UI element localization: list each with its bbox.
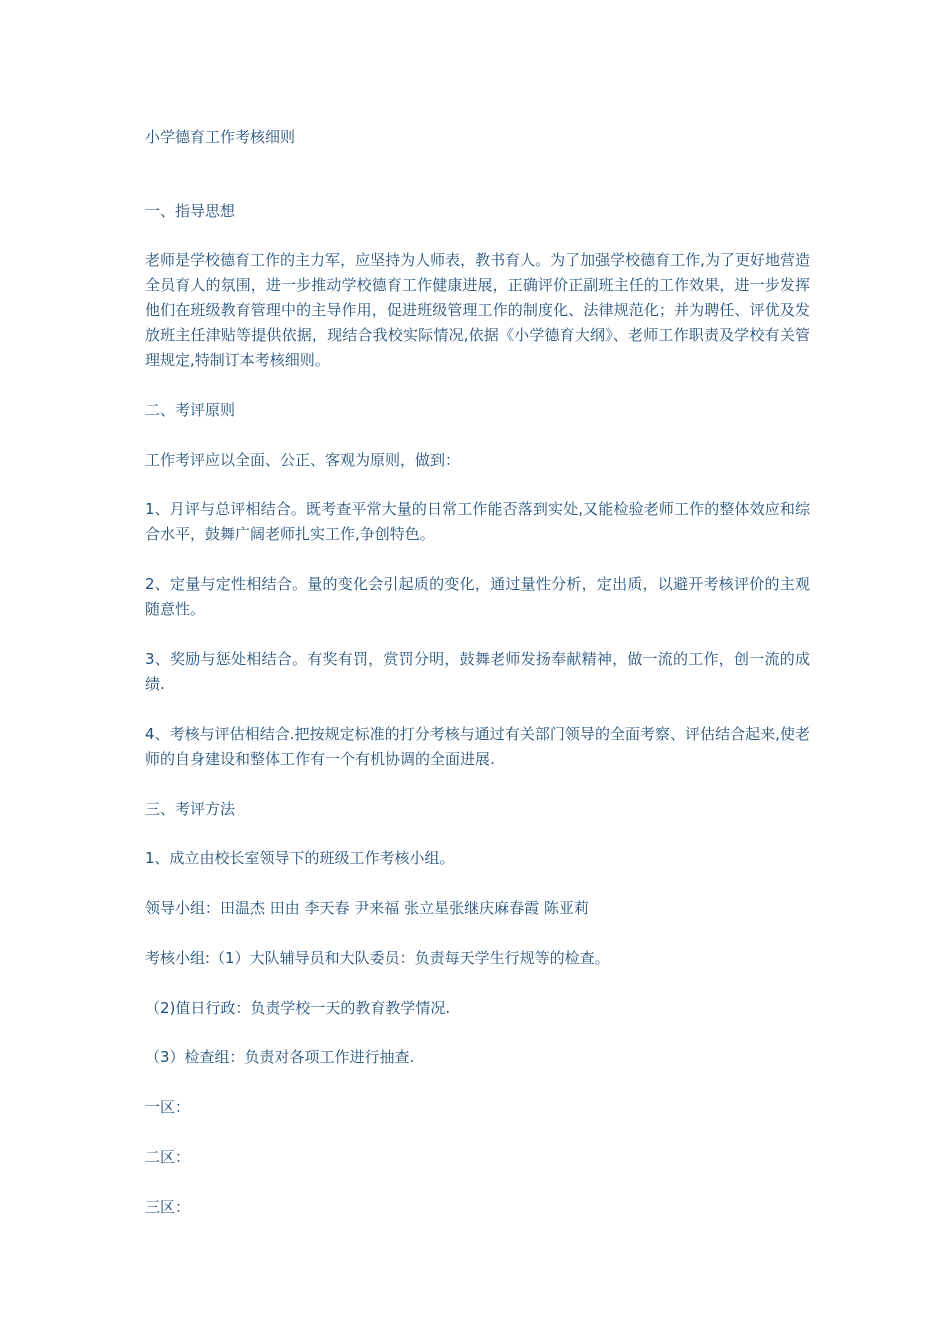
district-label: 二区： xyxy=(145,1148,191,1166)
principle-item: 4、考核与评估相结合.把按规定标准的打分考核与通过有关部门领导的全面考察、评估结合起来,使老师的自身建设和整体工作有一个有机协调的全面进展. xyxy=(145,725,810,768)
principle-item: 1、月评与总评相结合。既考查平常大量的日常工作能否落到实处,又能检验老师工作的整体效应和综合水平，鼓舞广阔老师扎实工作,争创特色。 xyxy=(145,500,810,543)
section-body-guiding-thought: 老师是学校德育工作的主力军，应坚持为人师表，教书育人。为了加强学校德育工作,为了更好地营造全员育人的氛围，进一步推动学校德育工作健康进展，正确评价正副班主任的工作效果，进一步发挥他们在班级教育管理中的主导作用，促进班级管理工作的制度化、法律规范化；并为聘任、评优及发放班主任津贴等提供依据，现结合我校实际情况,依据《小学德育大纲》、老师工作职责及学校有关管理规定,特制订本考核细则。 xyxy=(145,251,810,369)
method-item: 1、成立由校长室领导下的班级工作考核小组。 xyxy=(145,849,455,867)
district-label: 一区： xyxy=(145,1098,191,1116)
principle-item: 2、定量与定性相结合。量的变化会引起质的变化，通过量性分析，定出质，以避开考核评价的主观随意性。 xyxy=(145,575,810,618)
group-line: 考核小组:（1）大队辅导员和大队委员：负责每天学生行规等的检查。 xyxy=(145,949,610,967)
section-heading-guiding-thought: 一、指导思想 xyxy=(145,202,236,220)
leaders-line: 领导小组：田温杰 田由 李天春 尹来福 张立星张继庆麻春霞 陈亚莉 xyxy=(145,899,589,917)
group-line: （2)值日行政：负责学校一天的教育教学情况. xyxy=(145,999,451,1017)
group-line: （3）检查组：负责对各项工作进行抽查. xyxy=(145,1048,415,1066)
document-title: 小学德育工作考核细则 xyxy=(145,128,296,146)
principle-item: 3、奖励与惩处相结合。有奖有罚，赏罚分明，鼓舞老师发扬奉献精神，做一流的工作，创一流的成绩. xyxy=(145,650,810,693)
district-label: 三区： xyxy=(145,1198,191,1216)
principles-intro: 工作考评应以全面、公正、客观为原则，做到： xyxy=(145,451,461,469)
section-heading-principles: 二、考评原则 xyxy=(145,401,236,419)
section-heading-methods: 三、考评方法 xyxy=(145,800,236,818)
